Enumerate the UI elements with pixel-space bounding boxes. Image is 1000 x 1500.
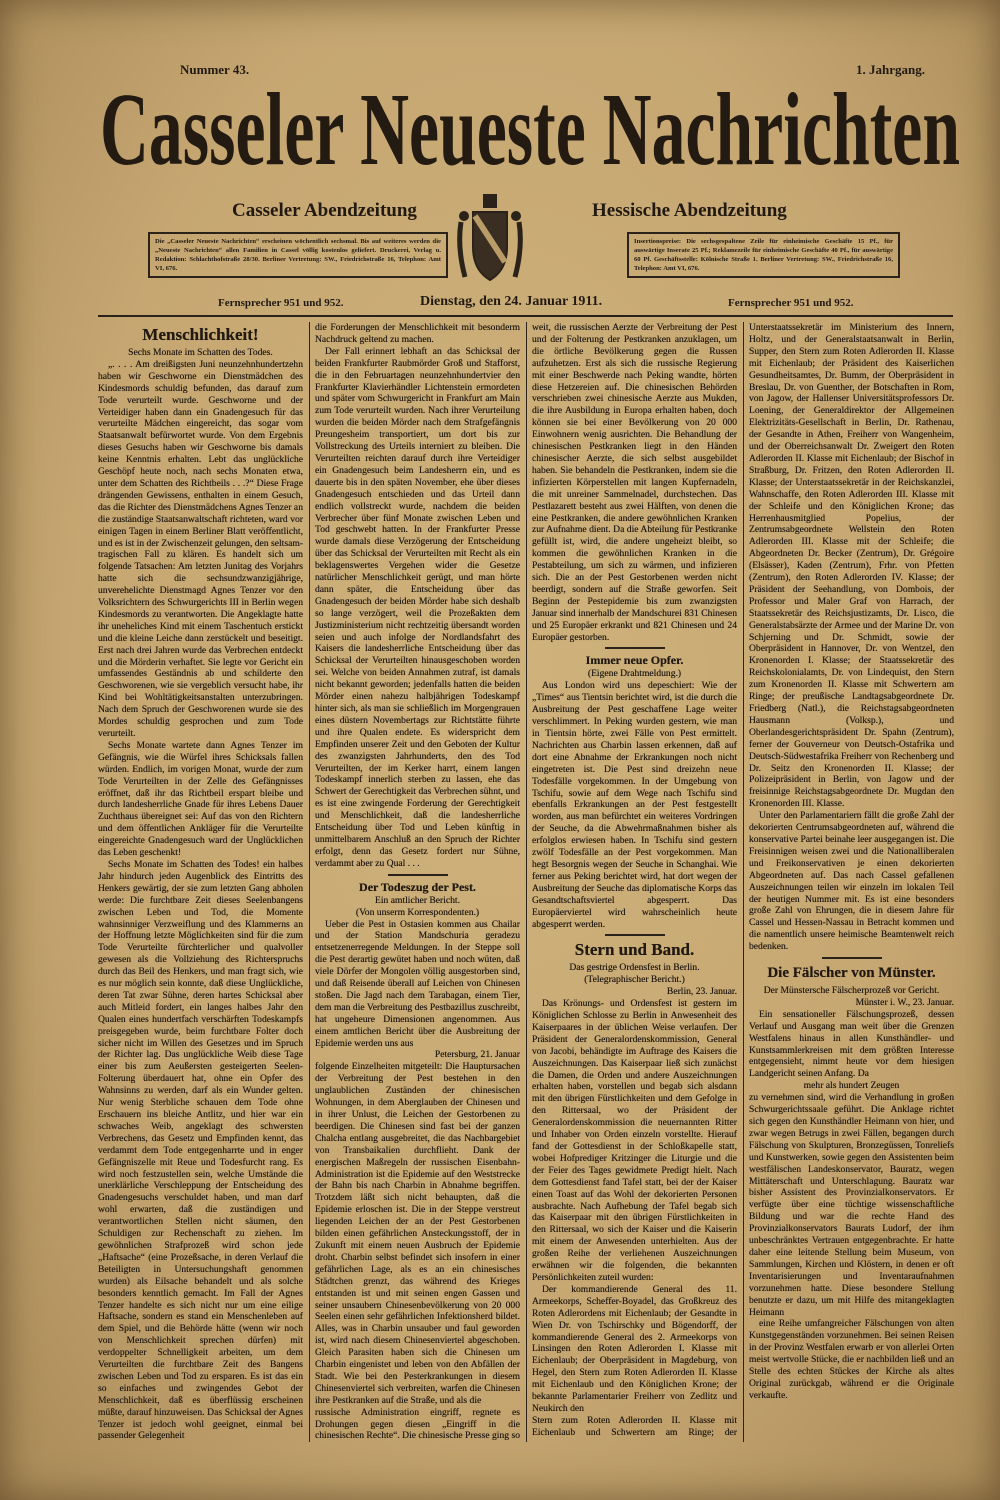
- paragraph: Der Fall erinnert lebhaft an das Schicksal der beiden Frankfurter Raubmörder Groß und Stafforst, die in den Februartagen neunzehnhundertvier den Frankfurter Klavierhändler Lichtenstein ermordeten und später vom Schwurgericht in Frankfurt am Main zum Tode verurteilt wurden. Nach ihrer Verurteilung wurden die beiden Mörder nach dem Strafgefängnis Preungesheim transportiert, um dort bis zur Vollstreckung des Urteils interniert zu bleiben. Die Verurteilten reichten darauf durch ihre Verteidiger ein Gnadengesuch beim Landesherrn ein, und es dauerte bis in den späten November, ehe über dieses Gnadengesuch entschieden und das Urteil dann endlich vollstreckt wurde, nachdem die beiden Verbrecher über fünf Monate zwischen Leben und Tod geschwebt hatten. In der Frankfurter Presse wurde damals diese Verzögerung der Entscheidung über das Schicksal der Verurteilten mit Recht als ein beklagenswertes Vergehen wider die Gesetze natürlicher Menschlichkeit gerügt, und man hörte dann später, die Entscheidung über das Gnadengesuch der beiden Mörder habe sich deshalb so lange verzögert, weil die Prozeßakten dem Justizministerium nicht rechtzeitig übersandt worden seien und auch infolge der Nordlandsfahrt des Kaisers die landesherrliche Entscheidung über das Schicksal der Verurteilten hinausgeschoben worden sei. Welche von beiden Annahmen zutraf, ist damals nicht bekannt geworden; jedenfalls hatten die beiden Mörder einen nahezu halbjährigen Todeskampf hinter sich, als man sie schließlich im Morgengrauen eines düstern Novembertags zur Richtstätte führte und ihre Qualen endete. Es widerspricht dem Empfinden unserer Zeit und den Geboten der Kultur des zwanzigsten Jahrhunderts, den des Tod Verurteilten, der im Kerker harrt, einem langen Todeskampf innerlich sterben zu lassen, ehe das Schwert der Gerechtigkeit das Verbrechen sühnt, und es ist eine zwingende Forderung der Gerechtigkeit und Menschlichkeit, daß die landesherrliche Entscheidung über Tod und Leben künftig in unmittelbarem Anschluß an den Spruch der Richter erfolgt, denn das Gesetz fordert nur Sühne, verdammt aber zu Qual . . .: [315, 345, 520, 869]
- issue-number: Nummer 43.: [180, 62, 250, 77]
- subheadline: mehr als hundert Zeugen: [803, 1080, 900, 1092]
- paragraph: Unter den Parlamentariern fällt die große Zahl der dekorierten Centrumsabgeordneten auf, während die konservative Partei beinahe leer ausgegangen ist. Die Freisinnigen weisen zwei und die Nationalliberalen und Freikonservativen je einen dekorierten Abgeordneten auf. Das nach Cassel gefallenen Auszeichnungen teilen wir einzeln im lokalen Teil der heutigen Nummer mit. Es ist eine besonders große Zahl von Ehrungen, die in diesem Jahre für Cassel und Hessen-Nassau in Betracht kommen und die namentlich unsere heimische Beamtenwelt reich bedenken.: [749, 810, 954, 953]
- separator: [605, 934, 665, 936]
- paragraph: russische Administration eingriff, regnete es Drohungen gegen diesen „Eingriff in die chinesischen Rechte“. Die chinesische Presse ging so weit, die russischen Aerzte der Verbreitung der Pest und der Folterung der Pestkranken anzuklagen, um die örtliche Bevölkerung gegen die Russen aufzuhetzen. Erst als sich die russische Regierung mit einer Beschwerde nach Peking wandte, hörten diese Hetzereien auf. Die chinesischen Behörden verschrieben zwei chinesische Aerzte aus Mukden, die ihre Ausbildung in Europa erhalten haben, doch können sie bei einer Bevölkerung von 20 000 Einwohnern wenig ausrichten. Die Behandlung der chinesischen Pestkranken liegt in den Händen chinesischer Aerzte, die sich selbst ausgebildet haben. Sie behandeln die Pestkranken, indem sie die infizierten Körperstellen mit langen Kupfernadeln, die mit unreiner Sammelnadel, durchstechen. Das Pestlazarett besteht aus zwei Hälften, von denen die eine Pestkranken, die andere gewöhnlichen Kranken zur Aufnahme dient. Da die Abteilung für Pestkranke gefüllt ist, wird, die andere ungeheizt bleibt, so kommen die gewöhnlichen Kranken in die Pestabteilung, um sich zu wärmen, und infizieren sich. Die an der Pest Gestorbenen werden nicht beerdigt, sondern auf die Straße geworfen. Seit Beginn der Pestepidemie bis zum zwanzigsten Januar sind innerhalb der Mandschurei 831 Chinesen und 25 Europäer erkrankt und 821 Chinesen und 24 Europäer gestorben.: [315, 322, 737, 1442]
- paragraph: zu vernehmen sind, wird die Verhandlung in großen Schwurgerichtssaale geführt. Die Anklage richtet sich gegen den Kunsthändler Heimann von hier, und zwar wegen Betrugs in zwei Fällen, begangen durch Fälschung von Skulpturen, Bronzegüssen, Tonreliefs und Kunstwerken, sowie gegen den Assistenten beim westfälischen Landeskonservator, Bauratz, wegen Mittäterschaft und Unterschlagung. Bauratz war bisher Assistent des Provinzialkonservators. Er verfügte über eine tüchtige wissenschaftliche Bildung und war die rechte Hand des Provinzialkonservators Baurats Ludorf, der ihm unbeschränktes Vertrauen entgegenbrachte. Er hatte daher eine leitende Stellung beim Museum, von Sammlungen, Kirchen und Klöstern, in denen er oft Inventarisierungen und Inventaraufnahmen vorzunehmen hatte. Diese besondere Stellung benutzte er dazu, um mit Hilfe des mitangeklagten Heimann: [749, 1092, 954, 1318]
- separator: [388, 874, 448, 876]
- paragraph: eine Reihe umfangreicher Fälschungen von alten Kunstgegenständen vorzunehmen. Bei seinen Reisen in der Provinz Westfalen erwarb er von allerlei Orten meist wertvolle Stücke, die er nachbilden ließ und an Stelle des echten Stückes der Kirche als altes Original zurückgab, während er die Originale verkaufte.: [749, 1318, 954, 1401]
- subheadline: Der Münstersche Fälscherprozeß vor Gericht.: [763, 985, 940, 997]
- dateline: Petersburg, 21. Januar: [434, 1049, 520, 1061]
- paragraph: Aus London wird uns depeschiert: Wie der „Times“ aus Tientsin berichtet wird, ist die durch die Ausbreitung der Pest geschaffene Lage weiter verschlimmert. In Peking wurden gestern, wie man in Tientsin hörte, zwei Fälle von Pest ermittelt. Nachrichten aus Charbin lassen erkennen, daß auf dort eine Abnahme der Erkrankungen noch nicht eingetreten ist. Die Pest sind dreizehn neue Todesfälle vorgekommen. In der Umgebung von Tschifu, sowie auf dem Wege nach Tschifu sind ebenfalls Erkrankungen an der Pest festgestellt worden, aus man befürchtet ein weiteres Vordringen der Seuche, da die Abwehrmaßnahmen bisher als erfolglos erwiesen haben. In Tschifu sind gestern zwölf Todesfälle an der Pest vorgekommen. Man hegt Besorgnis wegen der Seuche in Schanghai. Wie ferner aus Peking berichtet wird, hat dort wegen der Ausbreitung der Seuche das diplomatische Korps das Gesandtschaftsviertel abgesperrt. Das Europäerviertel wird wahrscheinlich heute abgesperrt werden.: [532, 680, 737, 930]
- dateline: Münster i. W., 23. Januar.: [855, 996, 954, 1008]
- paragraph: Der kommandierende General des 11. Armeekorps, Scheffer-Boyadel, das Großkreuz des Roten Adlerordens mit Eichenlaub; der Gesandte in Wien Dr. von Tschirschky und Bögendorff, der kommandierende General des 2. Armeekorps von Linsingen den Roten Adlerorden I. Klasse mit Eichenlaub; der Oberpräsident in Magdeburg, von Hegel, den Stern zum Roten Adlerorden II. Klasse mit Eichenlaub und den Königlichen Krone; der bekannte Parlamentarier Freiherr von Zedlitz und Neukirch den: [532, 1283, 737, 1414]
- paragraph: Sechs Monate im Schatten des Todes! ein halbes Jahr hindurch jeden Augenblick des Eintritts des Henkers gewärtig, der sie zum letzten Gang abholen werde: Die furchtbare Zeit dieses Seelenbangens zwischen Leben und Tod, die Momente wahnsinniger Verzweiflung und des Klammerns an der Hoffnung letzte Möglichkeiten sind für die zum Tode Verurteilte fürchterlicher und qualvoller gewesen als die Vollziehung des Richterspruchs durch das Beil des Henkers, und man fragt sich, wie es nur möglich sein konnte, daß diese Unglückliche, deren Tat zwar Sühne, deren hartes Schicksal aber auch Mitleid fordert, ein langes halbes Jahr den Qualen eines hundertfach verschärften Todeskampfs preisgegeben wurde, beim furchtbare Folter doch sicher nicht im Willen des Gesetzes und im Spruch der Richter lag. Das unglückliche Weib diese Tage einer bis zum Aeußersten gesteigerten Seelen-Folterung überdauert hat, ohne ein Opfer des Wahnsinns zu werden, darf als ein Wunder gelten. Nur wenig Sterbliche schauen dem Tode ohne Erschauern ins bleiche Antlitz, und hier war ein schwaches Weib, angeklagt des schwersten Verbrechens, das Gesetz und Empfinden kennt, das verdammt dem Tode entgegenharrte und in enger Gefängniszelle mit Reue und Todesfurcht rang. Es wird noch festzustellen sein, welche Umstände die unerklärliche Verschleppung der Entscheidung des Gnadengesuchs verschuldet haben, und man darf wohl erwarten, daß die zuständigen und verantwortlichen Stellen nicht säumen, den Schuldigen zur Rechenschaft zu ziehen. Im gewöhnlichen Strafprozeß wird schon jede „Haftsache“ (eine Prozeßsache, in deren Verlauf die Beteiligten in Untersuchungshaft genommen wurden) als Eilsache behandelt und als solche besonders kenntlich gemacht. Im Fall der Agnes Tenzer handelte es sich nicht nur um eine eilige Haftsache, sondern es stand ein Menschenleben auf dem Spiel, und die Behörde hätte (wenn wir noch von Menschlichkeit sprechen dürfen) mit verdoppelter Schnelligkeit arbeiten, um dem Verurteilten die furchtbare Zeit des Bangens zwischen Leben und Tod zu ersparen. Es ist das ein so einfaches und zwingendes Gebot der Menschlichkeit, daß es überflüssig erscheinen müßte, darauf hinzuweisen. Das Schicksal der Agnes Tenzer ist jedoch wohl geeignet, einmal bei passender Gelegenheit: [98, 858, 303, 1442]
- paragraph: Stern zum Roten Adlerorden II. Klasse mit Eichenlaub und Schwertern am Ringe; der Unterstaatssekretär im Ministerium des Innern, Holtz, und der Generalstaatsanwalt in Berlin, Supper, den Stern zum Roten Adlerorden II. Klasse mit Eichenlaub; der Präsident des Kaiserlichen Gesundheitsamtes, Dr. Bumm, der Oberpräsident in Breslau, Dr. von Guenther, der Botschaften in Rom, von Jagow, der Hallenser Universitätsprofessors Dr. Loening, der Generaldirektor der Allgemeinen Elektrizitäts-Gesellschaft in Berlin, Dr. Rathenau, der Gesandte in Athen, Freiherr von Wangenheim, und der Oberreichsanwalt Dr. Zweigert den Roten Adlerorden II. Klasse mit Eichenlaub; der Bischof in Straßburg, Dr. Fritzen, den Roten Adlerorden II. Klasse; der Unterstaatssekretär in der Reichskanzlei, Wahnschaffe, den Roten Adlerorden III. Klasse mit der Schleife und den Königlichen Krone; das Herrenhausmitglied Popelius, der Zentrumsabgeordnete Wellstein den Roten Adlerorden III. Klasse mit der Schleife; die Abgeordneten Dr. Becker (Zentrum), Dr. Grégoire (Elsässer), Kaden (Zentrum), Frhr. von Pfetten (Zentrum), den Roten Adlerorden IV. Klasse; der Präsident der Seehandlung, von Dombois, der Professor und Maler Graf von Harrach, der Staatssekretär des Reichsjustizamts, Dr. Lisco, die Generalstabsärzte der Armee und der Marine Dr. von Schjerning und Dr. Schmidt, sowie der Oberpräsident in Hannover, Dr. von Wentzel, den Kronenorden I. Klasse; der Staatssekretär des Reichskolonialamts, Dr. von Lindequist, den Stern zum Kronenorden II. Klasse mit Schwertern am Ringe; der preußische Landtagsabgeordnete Dr. Friedberg (Natl.), die Reichstagsabgeordneten Hausmann (Volksp.), und Oberlandesgerichtspräsident Dr. Spahn (Zentrum), ferner der Gouverneur von Deutsch-Ostafrika und Deutsch-Südwestafrika Freiherr von Rechenberg und Dr. Seitz den Kronenorden II. Klasse; der Polizeipräsident in Berlin, von Jagow und der freisinnige Reichstagsabgeordnete Dr. Mugdan den Kronenorden III. Klasse.: [532, 322, 954, 1438]
- headline-stern-und-band: Stern und Band.: [574, 940, 695, 960]
- headline-todeszug: Der Todeszug der Pest.: [359, 879, 476, 894]
- separator: [605, 647, 665, 649]
- dateline: Berlin, 23. Januar.: [666, 986, 737, 998]
- subtitle-left: Casseler Abendzeitung: [232, 200, 417, 221]
- paragraph: Ein sensationeller Fälschungsprozeß, dessen Verlauf und Ausgang man weit über die Grenzen Westfalens hinaus in allen Kunsthändler- und Kunstsammlerkreisen mit dem größten Interesse entgegensieht, nimmt heute vor dem hiesigen Landgericht seinen Anfang. Da: [749, 1008, 954, 1080]
- subheadline: Das gestrige Ordensfest in Berlin.: [569, 962, 700, 974]
- volume-label: 1. Jahrgang.: [856, 62, 925, 77]
- coat-of-arms-icon: [452, 192, 528, 287]
- phone-left: Fernsprecher 951 und 952.: [218, 297, 344, 309]
- headline-immer-neue-opfer: Immer neue Opfer.: [585, 653, 684, 668]
- paragraph: Sechs Monate wartete dann Agnes Tenzer im Gefängnis, wie die Würfel ihres Schicksals fallen würden. Endlich, im vorigen Monat, wurde der zum Tode Verurteilten in der Zelle des Gefängnisses eröffnet, daß ihr das Richtbeil erspart bleibe und durch landesherrliche Gnade für ihres Lebens Dauer Zuchthaus übereignet sei: Auf das von den Richtern und dem öffentlichen Ankläger für die Verurteilte eingereichte Gnadengesuch ward der Unglücklichen das Leben geschenkt!: [98, 739, 303, 859]
- byline: (Von unserm Korrespondenten.): [355, 906, 480, 918]
- article-columns: [98, 322, 954, 1442]
- header-rule: [98, 315, 953, 317]
- phone-right: Fernsprecher 951 und 952.: [728, 297, 854, 309]
- byline: (Telegraphischer Bericht.): [584, 974, 685, 986]
- subscription-info-box: Die „Casseler Neueste Nachrichten“ erscheinen wöchentlich sechsmal. Bis auf weiteres werden die „Neueste Nachrichten“ allen Familien in Cassel völlig kostenlos geliefert. Druckerei, Verlag u. Redaktion: Schlachthofstraße 28/30. Berliner Vertretung: SW., Friedrichstraße 16, Telephon: Amt VI, 676.: [148, 232, 448, 278]
- paragraph: Das Krönungs- und Ordensfest ist gestern im Königlichen Schlosse zu Berlin in Anwesenheit des Kaiserpaares in der üblichen Weise verlaufen. Der Präsident der Generalordenskommission, General von Jacobi, behändigte im Auftrage des Kaisers die Auszeichnungen. Das Kaiserpaar ließ sich zunächst die Damen, die Orden und andere Auszeichnungen erhalten haben, vorstellen und begab sich alsdann mit den übrigen Fürstlichkeiten und dem Gefolge in den Rittersaal, wo der Präsident der Generalordenskommission die neuernannten Ritter und Inhaber von Orden einzeln vorstellte. Hierauf fand der Gottesdienst in der Schloßkapelle statt, wobei Hofprediger Kritzinger die Liturgie und die der Feier des Tages gewidmete Predigt hielt. Nach dem Gottesdienst fand Tafel statt, bei der der Kaiser einen Toast auf das Wohl der dekorierten Personen ausbrachte. Nach Aufhebung der Tafel begab sich das Kaiserpaar mit den übrigen Fürstlichkeiten in den Rittersaal, wo sich der Kaiser und die Kaiserin mit einem der Anwesenden unterhielten. Aus der großen Reihe der verliehenen Auszeichnungen erwähnen wir die folgenden, die bekannten Persönlichkeiten zuteil wurden:: [532, 998, 737, 1283]
- subheadline: Ein amtlicher Bericht.: [375, 894, 460, 906]
- masthead-title-svg: [100, 66, 960, 186]
- advertising-info-box: Insertionspreise: Die sechsgespaltene Zeile für einheimische Geschäfte 15 Pf., für auswärtige Inserate 25 Pf.; Reklamezeile für einheimische Geschäfte 40 Pf., für auswärtige 60 Pf. Geschäftsstelle: Kölnische Straße 1. Berliner Vertretung: SW., Friedrichstraße 16, Telephon: Amt VI, 676.: [627, 232, 900, 278]
- masthead-title: Casseler Neueste Nachrichten: [100, 72, 960, 186]
- subtitle-right: Hessische Abendzeitung: [592, 200, 787, 221]
- paragraph: „. . . . Am dreißigsten Juni neunzehnhundertzehn haben wir Geschworne ein Dienstmädchen des Kindesmords schuldig befunden, das darauf zum Tode verurteilt wurde. Geschworne und der Verteidiger haben dann ein Gnadengesuch für das verurteilte Mädchen eingereicht, das sogar vom Staatsanwalt befürwortet wurde. Von dem Ergebnis dieses Gesuchs haben wir Geschworne bis damals keine Kenntnis erhalten. Lebt das unglückliche Geschöpf heute noch, nach sechs Monaten etwa, unter dem Schatten des Richtbeils . . .?“ Diese Frage drängenden Gewissens, enthalten in einem Gesuch, das die Richter des Dienstmädchens Agnes Tenzer an die zuständige Staatsanwaltschaft richteten, ward vor einigen Tagen in einem Berliner Blatt veröffentlicht, und es ist in der Zwischenzeit gelungen, den seltsam-tragischen Fall zu klären. Es handelt sich um folgende Tatsachen: Am letzten Junitag des Vorjahrs hatte sich die sechsundzwanzigjährige, unverehelichte Dienstmagd Agnes Tenzer vor den Volksrichtern des Schwurgerichts III in Berlin wegen Kindesmords zu verantworten. Die Angeklagte hatte ihr uneheliches Kind mit einem Taschentuch erstickt und die kleine Leiche dann zerstückelt und beseitigt. Erst nach drei Jahren wurde das Verbrechen entdeckt und die Mörderin verhaftet. Sie legte vor Gericht ein umfassendes Geständnis ab und schilderte den Geschworenen, wie sie vergeblich versucht habe, ihr Kind bei Wohltätigkeitsanstalten unterzubringen. Nach dem Spruch der Geschworenen wurde sie des Mordes schuldig gesprochen und zum Tode verurteilt.: [98, 358, 303, 739]
- paragraph: die Forderungen der Menschlichkeit mit besonderm Nachdruck geltend zu machen.: [315, 322, 520, 345]
- separator: [822, 957, 882, 959]
- issue-date: Dienstag, den 24. Januar 1911.: [420, 294, 603, 309]
- headline-faelscher: Die Fälscher von Münster.: [767, 965, 936, 982]
- subheadline: Sechs Monate im Schatten des Todes.: [128, 347, 273, 358]
- paragraph: Ueber die Pest in Ostasien kommen aus Chailar und der Station Mandschuria geradezu entsetzenerregende Meldungen. In der Steppe soll die Pest derartig gewütet haben und noch wüten, daß viele Dörfer der Mongolen völlig ausgestorben sind, und daß Reisende überall auf Leichen von Chinesen stoßen. Die Jagd nach dem Tarabagan, einem Tier, dem man die Verbreitung des Pestbazillus zuschreibt, hat ungeheure Dimensionen angenommen. Aus einem amtlichen Bericht über die Ausbreitung der Epidemie werden uns aus: [315, 918, 520, 1049]
- headline-menschlichkeit: Menschlichkeit!: [142, 325, 259, 344]
- byline: (Eigene Drahtmeldung.): [587, 668, 682, 680]
- paragraph: folgende Einzelheiten mitgeteilt: Die Hauptursachen der Verbreitung der Pest bestehen in den unglaublichen Zuständen der chinesischen Wohnungen, in dem Aberglauben der Chinesen und in ihrer Unlust, die Leichen der Gestorbenen zu beerdigen. Die Chinesen sind fast bei der ganzen Chalcha entlang ausgebreitet, die das Nachbargebiet von Transbaikalien durchflieht. Dank der energischen Maßregeln der russischen Eisenbahn-Administration ist die Epidemie auf den Weststrecke der Bahn bis nach Charbin in Abnahme begriffen. Trotzdem läßt sich nicht behaupten, daß die Epidemie erloschen ist. Die in der Steppe verstreut liegenden Leichen der an der Pest Gestorbenen bilden einen gefährlichen Ansteckungsstoff, der in Zukunft mit einem neuen Ausbruch der Epidemie droht. Charbin selbst befindet sich insofern in einer gefährlichen Lage, als es an ein chinesisches Städtchen grenzt, das während des Krieges entstanden ist und mit seinen engen Gassen und seiner unsaubern Chinesenbevölkerung von 20 000 Seelen einen sehr gefährlichen Infektionsherd bildet. Alles, was in Charbin unsauber und faul geworden ist, wird nach diesem Chinesenviertel abgeschoben. Gleich Parasiten haben sich die Chinesen um Charbin eingenistet und leben von den Abfällen der Stadt. Wie bei den Pesterkrankungen in diesem Chinesenviertel sich verbreiten, warfen die Chinesen ihre Pestkranken auf die Straße, und als die: [315, 1061, 520, 1406]
